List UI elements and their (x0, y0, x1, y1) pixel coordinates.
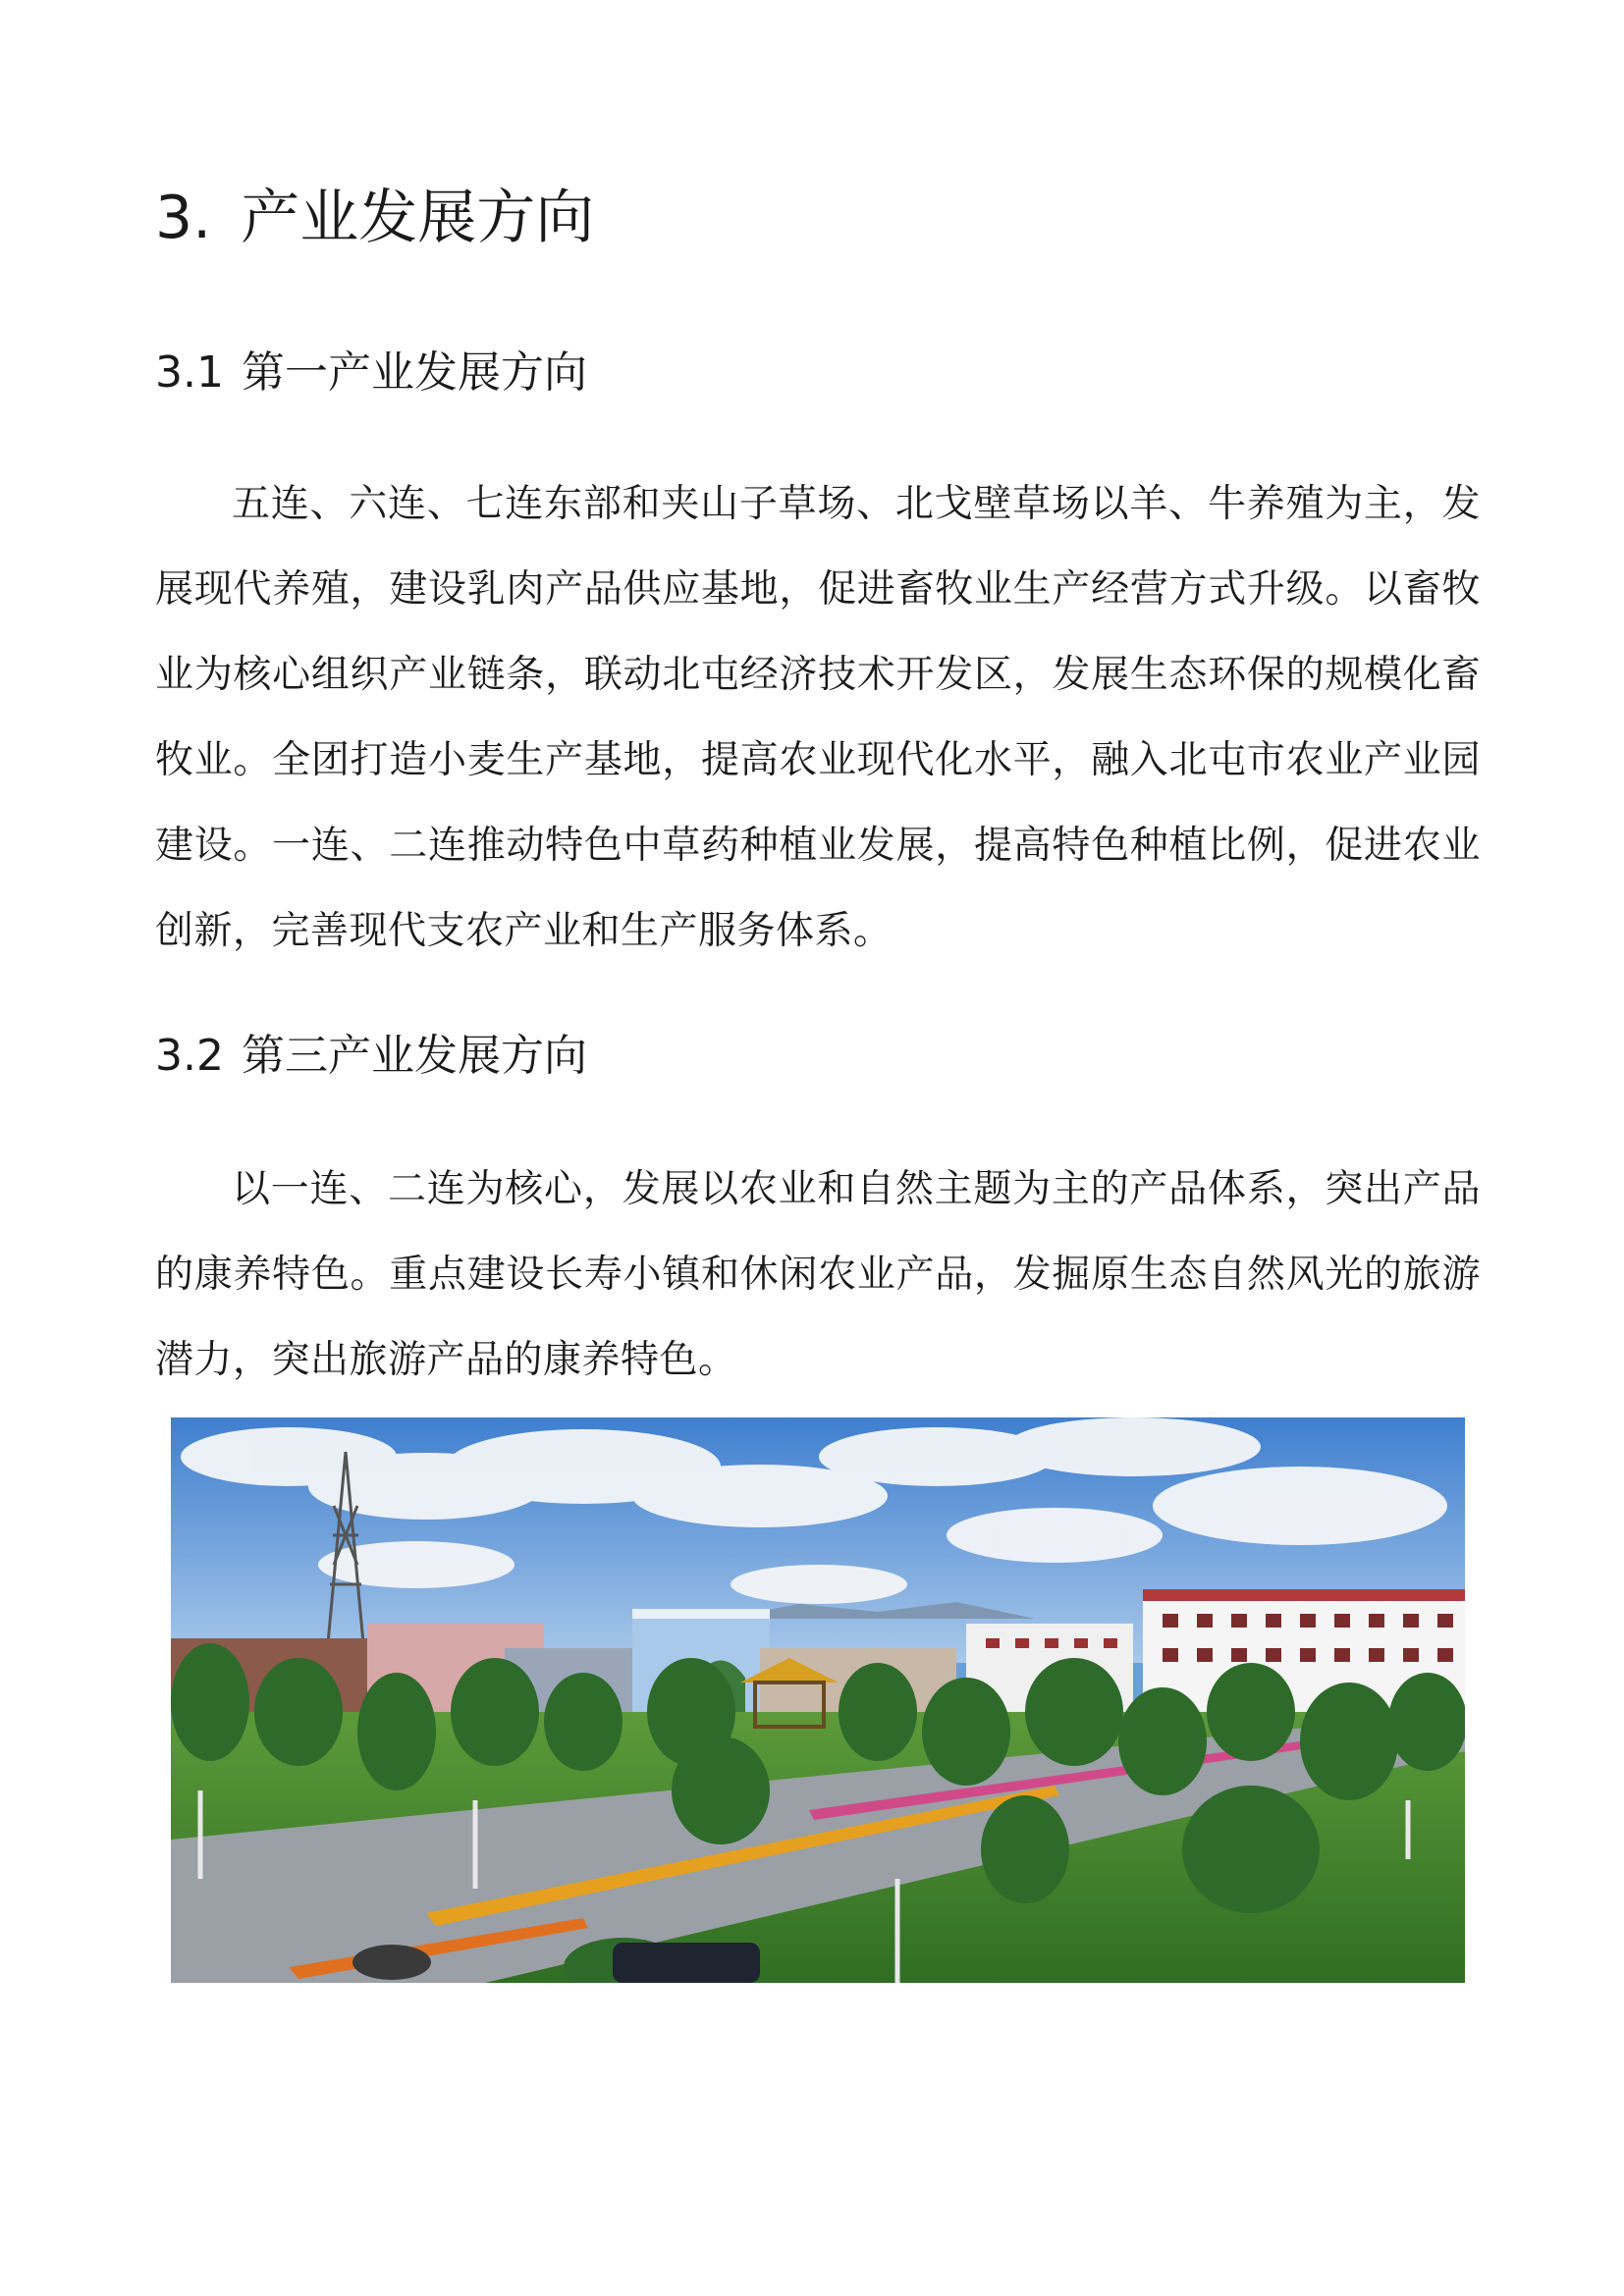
section-number: 3.1 (155, 347, 224, 398)
chapter-heading (155, 179, 594, 257)
chapter-number: 3. (155, 184, 212, 252)
section-heading-3-1 (155, 344, 587, 402)
section-paragraph-3-1: 五连、六连、七连东部和夹山子草场、北戈壁草场以羊、牛养殖为主，发展现代养殖，建设乳肉产品供应基地，促进畜牧业生产经营方式升级。以畜牧业为核心组织产业链条，联动北屯经济技术开发区，发展生态环保的规模化畜牧业。全团打造小麦生产基地，提高农业现代化水平，融入北屯市农业产业园建设。一连、二连推动特色中草药种植业发展，提高特色种植比例，促进农业创新，完善现代支农产业和生产服务体系。 (155, 482, 1481, 953)
section-heading-3-2 (155, 1027, 587, 1086)
section-title: 第三产业发展方向 (241, 1031, 587, 1081)
section-title: 第一产业发展方向 (241, 347, 587, 398)
section-paragraph-3-2: 以一连、二连为核心，发展以农业和自然主题为主的产品体系，突出产品的康养特色。重点建设长寿小镇和休闲农业产品，发掘原生态自然风光的旅游潜力，突出旅游产品的康养特色。 (155, 1167, 1481, 1382)
chapter-title: 产业发展方向 (241, 184, 595, 252)
town-park-photo (171, 1417, 1465, 1983)
section-number: 3.2 (155, 1031, 224, 1081)
town-park-illustration (171, 1417, 1465, 1983)
